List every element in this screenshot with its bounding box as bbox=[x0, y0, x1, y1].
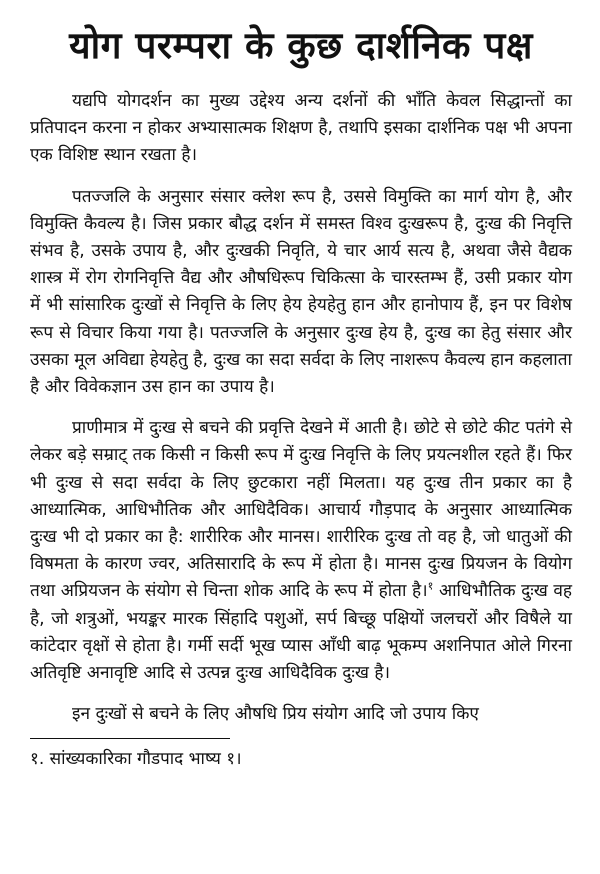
paragraph-3 bbox=[30, 415, 572, 687]
paragraph-4: इन दुःखों से बचने के लिए औषधि प्रिय संयोग आदि जो उपाय किए bbox=[72, 704, 479, 725]
footnote-divider bbox=[30, 738, 230, 739]
paragraph-3-text-after-note: आधिभौतिक दुःख वह है, जो शत्रुओं, भयङ्कर मारक सिंहादि पशुओं, सर्प बिच्छू पक्षियों जलचरों और विषैले या कांटेदार वृक्षों से होता है। गर्मी सर्दी भूख प्यास आँधी बाढ़ भूकम्प अशनिपात ओले गिरना अतिवृष्टि अनावृष्टि आदि से उत्पन्न दुःख आधिदैविक दुःख है। bbox=[30, 581, 573, 684]
footnote: १. सांख्यकारिका गौडपाद भाष्य १। bbox=[30, 749, 242, 770]
paragraph-1: यद्यपि योगदर्शन का मुख्य उद्देश्य अन्य दर्शनों की भाँति केवल सिद्धान्तों का प्रतिपादन करना न होकर अभ्यासात्मक शिक्षण है, तथापि इसका दार्शनिक पक्ष भी अपना एक विशिष्ट स्थान रखता है। bbox=[30, 91, 572, 166]
paragraph-3-text-before-note: प्राणीमात्र में दुःख से बचने की प्रवृत्ति देखने में आती है। छोटे से छोटे कीट पतंगे से लेकर बड़े सम्राट् तक किसी न किसी रूप में दुःख निवृत्ति के लिए प्रयत्नशील रहते हैं। फिर भी दुःख से सदा सर्वदा के लिए छुटकारा नहीं मिलता। यह दुःख तीन प्रकार का है आध्यात्मिक, आधिभौतिक और आधिदैविक। आचार्य गौड़पाद के अनुसार आध्यात्मिक दुःख भी दो प्रकार का है: शारीरिक और मानस। शारीरिक दुःख तो वह है, जो धातुओं की विषमता के कारण ज्वर, अतिसारादि के रूप में होता है। मानस दुःख प्रियजन के वियोग तथा अप्रियजन के संयोग से चिन्ता शोक आदि के रूप में होता है। bbox=[30, 418, 572, 602]
paragraph-2: पतज्जलि के अनुसार संसार क्लेश रूप है, उससे विमुक्ति का मार्ग योग है, और विमुक्ति कैवल्य है। जिस प्रकार बौद्ध दर्शन में समस्त विश्व दुःखरूप है, दुःख की निवृत्ति संभव है, उसके उपाय है, और दुःखकी निवृति, ये चार आर्य सत्य है, अथवा जैसे वैद्यक शास्त्र में रोग रोगनिवृत्ति वैद्य और औषधिरूप चिकित्सा के चारस्तम्भ हैं, उसी प्रकार योग में भी सांसारिक दुःखों से निवृत्ति के लिए हेय हेयहेतु हान और हानोपाय हैं, इन पर विशेष रूप से विचार किया गया है। पतज्जलि के अनुसार दुःख हेय है, दुःख का हेतु संसार और उसका मूल अविद्या हेयहेतु है, दुःख का सदा सर्वदा के लिए नाशरूप कैवल्य हान कहलाता है और विवेकज्ञान उस हान का उपाय है। bbox=[30, 186, 572, 398]
page-title: योग परम्परा के कुछ दार्शनिक पक्ष bbox=[69, 24, 533, 67]
footnote-reference: १ bbox=[427, 579, 434, 593]
